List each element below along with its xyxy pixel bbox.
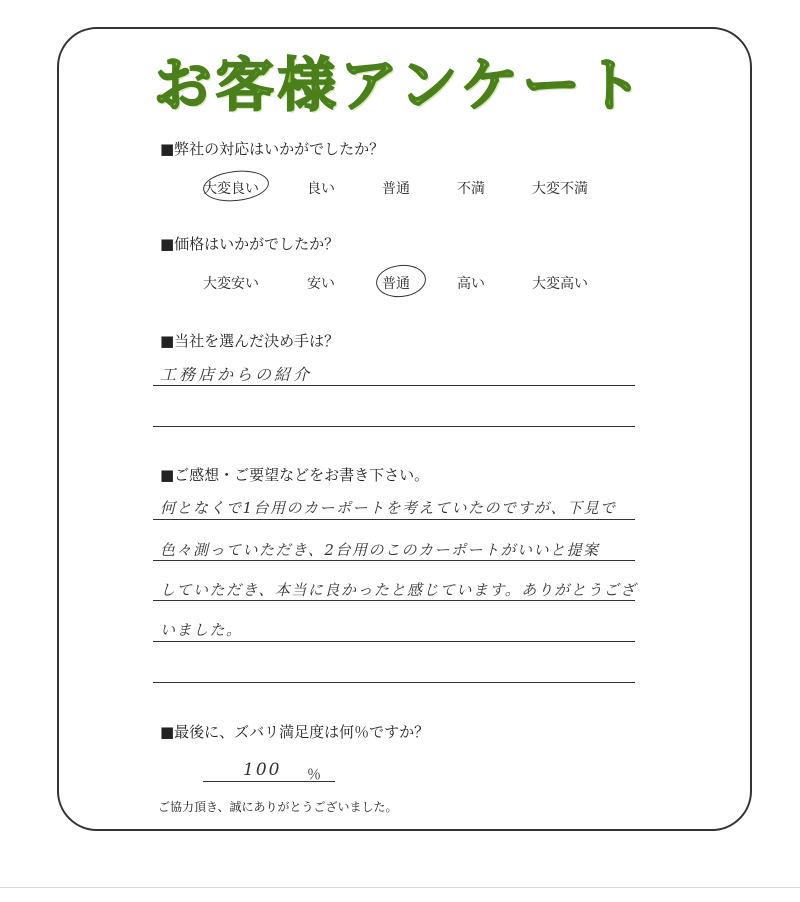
thanks-note: ご協力頂き、誠にありがとうございました。 [158, 800, 398, 814]
answer-line [153, 641, 635, 642]
question-comments: ■ご感想・ご要望などをお書き下さい。 [160, 466, 430, 484]
page-divider [0, 887, 800, 888]
answer-line [153, 426, 635, 427]
option-price-1[interactable]: 大変安い [203, 276, 259, 292]
answer-line [153, 519, 635, 520]
option-price-4[interactable]: 高い [457, 276, 485, 292]
question-satisfaction: ■最後に、ズバリ満足度は何％ですか？ [160, 723, 430, 741]
answer-line [153, 682, 635, 683]
satisfaction-line [203, 781, 335, 782]
option-price-5[interactable]: 大変高い [532, 276, 588, 292]
satisfaction-unit: ％ [307, 767, 321, 783]
option-service-5[interactable]: 大変不満 [532, 181, 588, 197]
answer-comments-line-4: いました。 [160, 621, 243, 639]
satisfaction-value: 100 [243, 760, 282, 780]
answer-comments-line-3: していただき、本当に良かったと感じています。ありがとうござ [160, 581, 637, 599]
question-reason: ■当社を選んだ決め手は？ [160, 332, 340, 350]
answer-reason-line-1: 工務店からの紹介 [160, 365, 313, 384]
option-service-4[interactable]: 不満 [457, 181, 485, 197]
answer-comments-line-2: 色々測っていただき、2台用のこのカーポートがいいと提案 [160, 541, 600, 559]
option-service-3[interactable]: 普通 [382, 181, 410, 197]
question-service: ■弊社の対応はいかがでしたか？ [160, 140, 385, 158]
option-price-2[interactable]: 安い [307, 276, 335, 292]
answer-line [153, 560, 635, 561]
answer-comments-line-1: 何となくで1台用のカーポートを考えていたのですが、下見で [160, 499, 617, 517]
option-service-2[interactable]: 良い [307, 181, 335, 197]
option-service-1[interactable]: 大変良い [203, 181, 259, 197]
option-price-3[interactable]: 普通 [382, 276, 410, 292]
answer-line [153, 385, 635, 386]
survey-title: お客様アンケート [153, 51, 647, 119]
question-price: ■価格はいかがでしたか？ [160, 235, 340, 253]
answer-line [153, 600, 635, 601]
